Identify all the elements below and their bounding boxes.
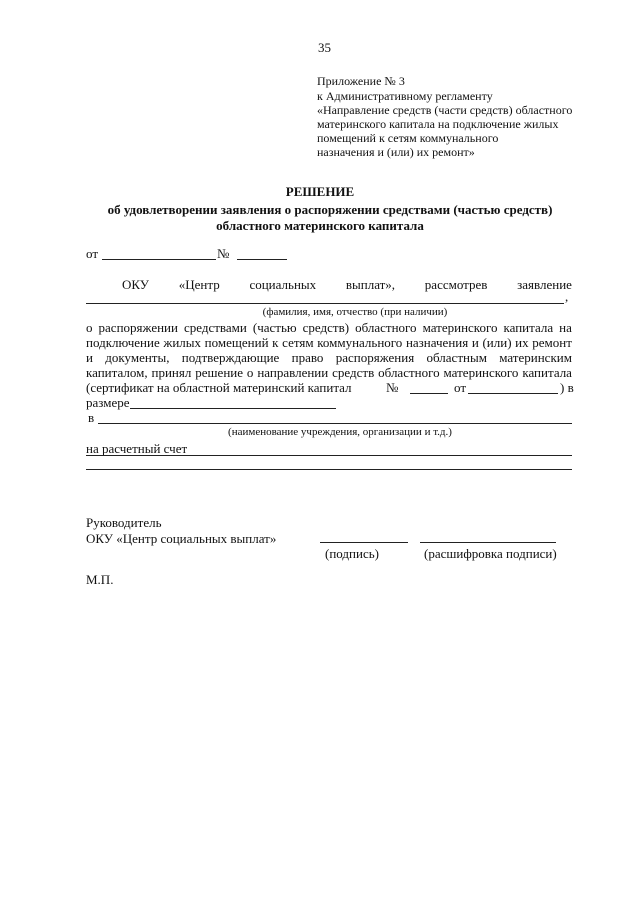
paragraph-line xyxy=(86,350,572,365)
word: распоряжении xyxy=(98,320,178,335)
appendix-line: назначения и (или) их ремонт» xyxy=(317,145,475,159)
word: и xyxy=(471,335,479,350)
word: рассмотрев xyxy=(424,277,488,292)
certificate-from: от xyxy=(454,380,467,395)
org-caption: (наименование учреждения, организации и т.д.) xyxy=(228,426,452,438)
recipient-blank xyxy=(98,423,572,424)
appendix-line: помещений к сетям коммунального xyxy=(317,131,499,145)
word: коммунального xyxy=(317,335,403,350)
word: о xyxy=(246,365,254,380)
word: документы, xyxy=(105,350,170,365)
word: к xyxy=(272,335,279,350)
appendix-line: «Направление средств (части средств) областного xyxy=(317,103,573,117)
word: их xyxy=(515,335,529,350)
word: жилых xyxy=(163,335,202,350)
word: областным xyxy=(426,350,487,365)
word: выплат», xyxy=(345,277,396,292)
signature-decode-caption: (расшифровка подписи) xyxy=(424,546,557,561)
amount-label: размере xyxy=(86,395,130,410)
appendix-line: к Административному регламенту xyxy=(317,89,493,103)
word: подключение xyxy=(86,335,160,350)
account-blank xyxy=(86,455,572,456)
word: принял xyxy=(151,365,192,380)
account-label: на расчетный счет xyxy=(86,441,188,456)
applicant-name-blank xyxy=(86,303,564,304)
signer-organization: ОКУ «Центр социальных выплат» xyxy=(86,531,277,546)
recipient-label: в xyxy=(88,410,95,425)
word: капитала xyxy=(503,320,554,335)
account-blank-2 xyxy=(86,469,572,470)
signature-blank xyxy=(320,542,408,543)
word: право xyxy=(291,350,324,365)
signature-caption: (подпись) xyxy=(325,546,379,561)
word: капитала xyxy=(522,365,572,380)
appendix-line: Приложение № 3 xyxy=(317,74,405,88)
fio-caption: (фамилия, имя, отчество (при наличии) xyxy=(262,306,448,318)
word: средств xyxy=(332,365,375,380)
word: подтверждающие xyxy=(181,350,280,365)
word: (или) xyxy=(482,335,512,350)
date-blank xyxy=(102,259,216,260)
certificate-close: ) в xyxy=(560,380,574,395)
signature-decode-blank xyxy=(420,542,556,543)
paragraph-line xyxy=(86,335,572,350)
word: ОКУ xyxy=(122,277,150,292)
word: капиталом, xyxy=(86,365,148,380)
document-subtitle: об удовлетворении заявления о распоряжении средствами (частью средств) xyxy=(107,202,553,217)
comma: , xyxy=(565,289,569,304)
word: социальных xyxy=(249,277,317,292)
signer-role: Руководитель xyxy=(86,515,162,530)
number-blank xyxy=(237,259,287,260)
word: распоряжения xyxy=(335,350,415,365)
word: средствами xyxy=(184,320,247,335)
word: заявление xyxy=(517,277,572,292)
word: «Центр xyxy=(178,277,220,292)
intro-line xyxy=(86,277,572,292)
certificate-text: (сертификат на областной материнский капитал xyxy=(86,380,352,395)
word: материнского xyxy=(443,365,519,380)
word: направлении xyxy=(257,365,329,380)
word: решение xyxy=(195,365,243,380)
number-sign: № xyxy=(217,246,230,261)
amount-blank xyxy=(130,408,336,409)
paragraph-line xyxy=(86,365,572,380)
word: областного xyxy=(378,365,440,380)
word: (частью xyxy=(252,320,297,335)
certificate-date-blank xyxy=(468,393,558,394)
word: ремонт xyxy=(532,335,572,350)
word: о xyxy=(86,320,93,335)
certificate-number-blank xyxy=(410,393,448,394)
certificate-number-sign: № xyxy=(386,380,399,395)
word: материнского xyxy=(422,320,498,335)
word: сетям xyxy=(282,335,314,350)
word: областного xyxy=(355,320,417,335)
seal-placeholder: М.П. xyxy=(86,572,114,587)
date-label: от xyxy=(86,246,99,261)
word: и xyxy=(86,350,93,365)
document-subtitle: областного материнского капитала xyxy=(216,218,424,233)
document-title: РЕШЕНИЕ xyxy=(285,184,355,199)
word: помещений xyxy=(204,335,269,350)
word: на xyxy=(559,320,572,335)
word: материнским xyxy=(499,350,572,365)
word: назначения xyxy=(405,335,469,350)
appendix-line: материнского капитала на подключение жилых xyxy=(317,117,559,131)
paragraph-line xyxy=(86,320,572,335)
page-number: 35 xyxy=(318,40,331,55)
word: средств) xyxy=(302,320,350,335)
